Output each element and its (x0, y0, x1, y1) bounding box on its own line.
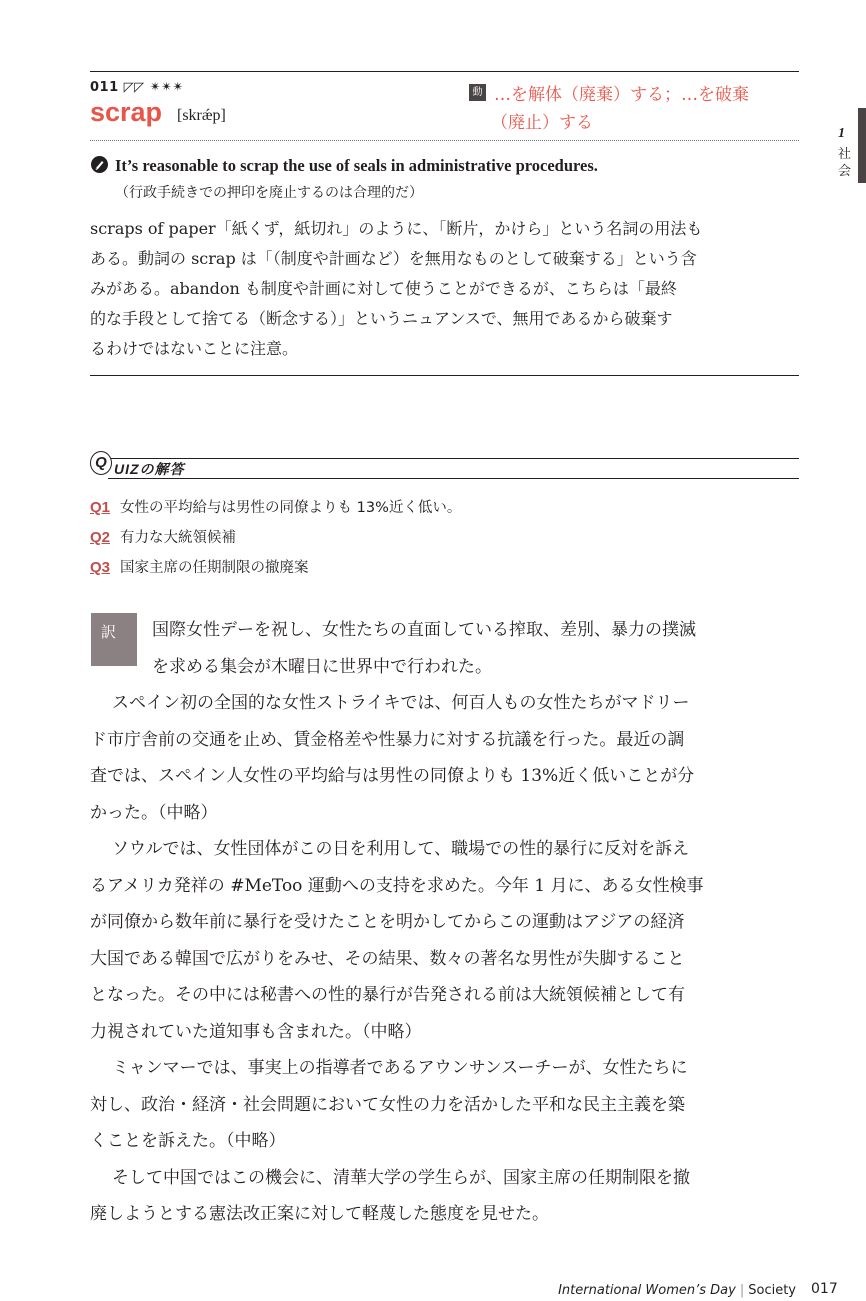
running-footer (558, 1283, 796, 1298)
part-of-speech-badge: 動 (469, 84, 486, 101)
translation-line: るアメリカ発祥の #MeToo 運動への支持を求めた。今年 1 月に、ある女性検事 (90, 875, 704, 896)
page-number: 017 (811, 1281, 838, 1297)
note-line: scraps of paper「紙くず，紙切れ」のように、「断片，かけら」という名詞の用法も (90, 219, 703, 238)
usage-note (90, 214, 804, 364)
quiz-answer (90, 556, 309, 577)
footer-title: International Women’s Day (558, 1283, 736, 1298)
quiz-answer-number: Q2 (90, 529, 111, 546)
quiz-q-icon: Q (90, 451, 112, 475)
check-boxes: ◸◸ (123, 80, 145, 95)
chapter-number: 1 (838, 126, 845, 141)
example-sentence: It’s reasonable to scrap the use of seals in administrative procedures. (115, 156, 598, 175)
quiz-rule-top (108, 458, 799, 459)
quiz-answer-text: 女性の平均給与は男性の同僚よりも 13%近く低い。 (120, 500, 462, 516)
translation-line: 大国である韓国で広がりをみせ、その結果、数々の著名な男性が失脚すること (90, 948, 685, 969)
chapter-tab (858, 108, 866, 183)
pronunciation: [skrǽp] (177, 107, 226, 124)
quiz-answer-number: Q1 (90, 499, 111, 516)
translation-line: を求める集会が木曜日に世界中で行われた。 (152, 656, 492, 677)
translation-line: 査では、スペイン人女性の平均給与は男性の同僚よりも 13%近く低いことが分 (90, 766, 695, 786)
translation-line: かった。（中略） (90, 802, 218, 823)
quiz-answer-number: Q3 (90, 559, 111, 576)
entry-number (90, 80, 184, 95)
example-icon (91, 156, 108, 173)
translation-text (90, 612, 810, 1233)
chapter-label: 社会 (838, 147, 852, 179)
entry-top-rule (90, 71, 799, 72)
translation-line: 廃しようとする憲法改正案に対して軽蔑した態度を見せた。 (90, 1204, 549, 1224)
note-line: るわけではないことに注意。 (90, 339, 299, 358)
quiz-title: UIZの解答 (114, 461, 185, 477)
entry-number-text: 011 (90, 80, 119, 95)
translation-line: ソウルでは、女性団体がこの日を利用して、職場での性的暴行に反対を訴え (112, 839, 690, 859)
translation-line: ミャンマーでは、事実上の指導者であるアウンサンスーチーが、女性たちに (112, 1058, 688, 1078)
translation-line: ド市庁舎前の交通を止め、賃金格差や性暴力に対する抗議を行った。最近の調 (90, 729, 685, 750)
importance-stars: ✴✴✴ (149, 80, 184, 95)
translation-line: そして中国ではこの機会に、清華大学の学生らが、国家主席の任期制限を撤 (112, 1167, 690, 1188)
entry-bottom-rule (90, 375, 799, 376)
translation-line: となった。その中には秘書への性的暴行が告発される前は大統領候補として有 (90, 985, 685, 1005)
quiz-rule-bottom (108, 478, 799, 479)
translation-line: 力視されていた道知事も含まれた。（中略） (90, 1021, 422, 1042)
translation-line: 対し、政治・経済・社会問題において女性の力を活かした平和な民主主義を築 (90, 1094, 685, 1115)
translation-badge: 訳 (91, 613, 137, 666)
headword: scrap (90, 97, 163, 127)
note-line: ある。動詞の scrap は「（制度や計画など）を無用なものとして破棄する」という含 (90, 249, 697, 268)
footer-separator: | (739, 1283, 745, 1298)
translation-line: スペイン初の全国的な女性ストライキでは、何百人もの女性たちがマドリー (112, 693, 690, 713)
note-line: 的な手段として捨てる（断念する）」というニュアンスで、無用であるから破棄す (90, 309, 673, 328)
meaning-line-2: （廃止）する (491, 113, 593, 133)
translation-line: くことを訴えた。（中略） (90, 1131, 286, 1151)
meaning-line-1: …を解体（廃棄）する；…を破棄 (494, 85, 749, 105)
dotted-divider (90, 140, 799, 141)
translation-line: 国際女性デーを祝し、女性たちの直面している搾取、差別、暴力の撲滅 (152, 620, 696, 640)
translation-line: が同僚から数年前に暴行を受けたことを明かしてからこの運動はアジアの経済 (90, 912, 685, 932)
quiz-answer-text: 国家主席の任期制限の撤廃案 (120, 560, 309, 576)
quiz-answer (90, 526, 236, 547)
note-line: みがある。abandon も制度や計画に対して使うことができるが、こちらは「最終 (90, 279, 677, 298)
example-translation: （行政手続きでの押印を廃止するのは合理的だ） (115, 185, 423, 201)
footer-section: Society (748, 1283, 796, 1298)
quiz-answer (90, 496, 461, 517)
quiz-answer-text: 有力な大統領候補 (120, 530, 237, 546)
